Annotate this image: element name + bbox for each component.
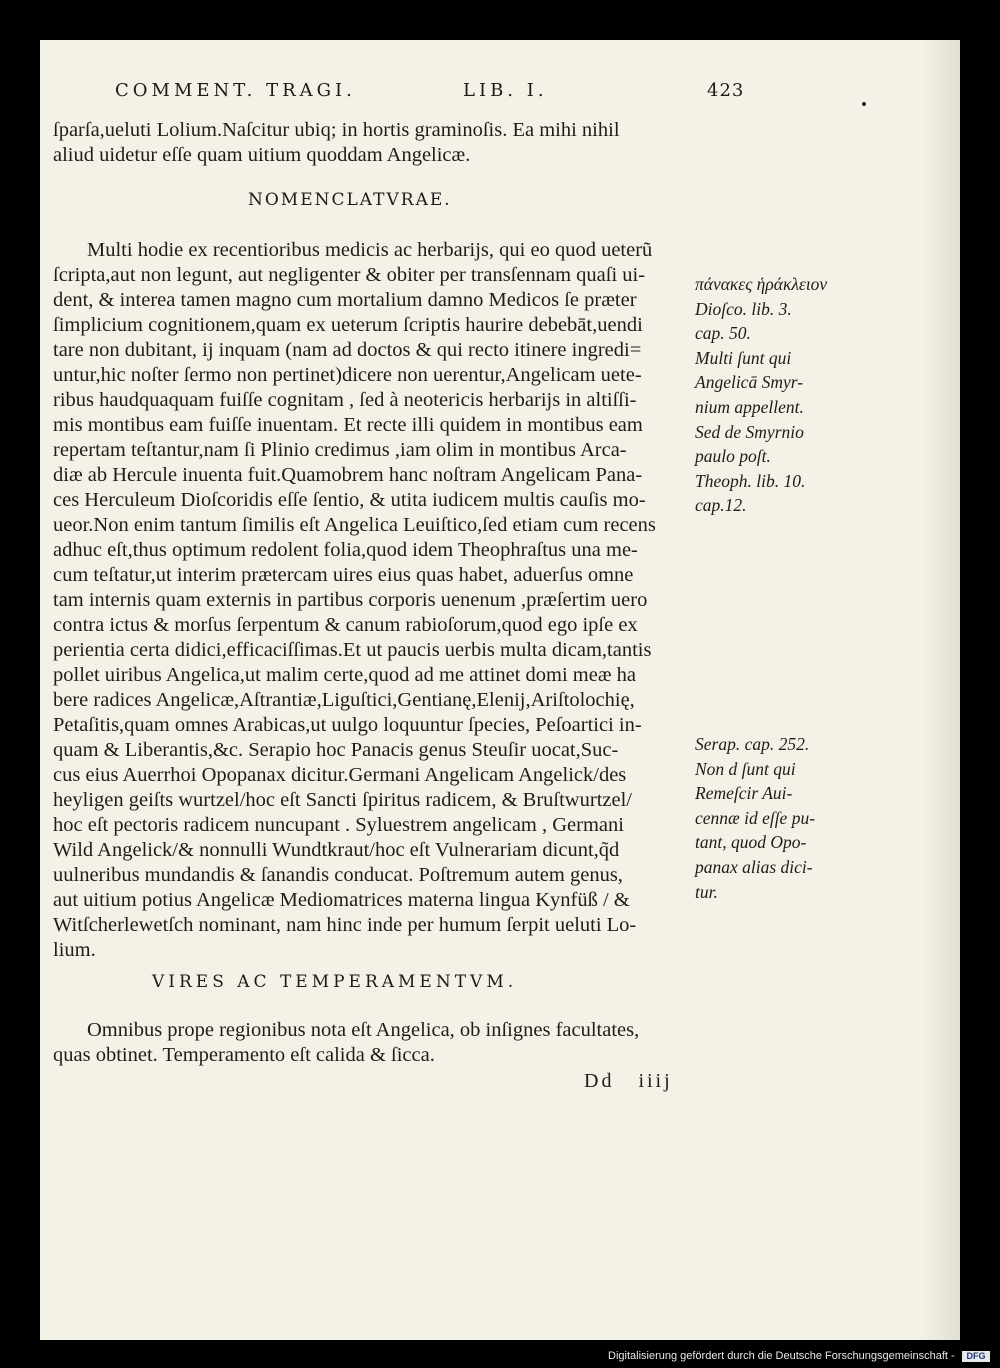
text-line: cus eius Auerrhoi Opopanax dicitur.Germani Angelicam Angelick/des (53, 764, 627, 786)
margin-note-line: paulo poſt. (695, 446, 771, 467)
margin-note-line: tant, quod Opo- (695, 832, 807, 853)
margin-note-line: Serap. cap. 252. (695, 734, 810, 754)
text-line: quas obtinet. Temperamento eſt calida & ſicca. (53, 1044, 435, 1066)
margin-note-line: Dioſco. lib. 3. (695, 298, 792, 319)
margin-note-line: Non d ſunt qui (695, 758, 796, 779)
text-line: uulneribus mundandis & ſanandis conducat. Poſtremum autem genus, (53, 864, 623, 886)
text-line: diæ ab Hercule inuenta fuit.Quamobrem hanc noſtram Angelicam Pana- (53, 464, 643, 486)
text-line: perientia certa didici,efficaciſſimas.Et ut paucis uerbis multa dicam,tantis (53, 639, 652, 661)
running-header (115, 80, 835, 110)
marginal-notes-bottom (695, 732, 815, 904)
margin-note-line: πάνακες ἡράκλειον (695, 274, 828, 294)
margin-note-line: tur. (695, 881, 718, 902)
text-line: hoc eſt pectoris radicem nuncupant . Syluestrem angelicam , Germani (53, 814, 624, 836)
margin-note-line: Remeſcir Aui- (695, 783, 793, 804)
margin-dot (862, 102, 866, 106)
text-line: adhuc eſt,thus optimum redolent folia,quod idem Theophraſtus una me- (53, 539, 638, 561)
text-line: Petaſitis,quam omnes Arabicas,ut uulgo loquuntur ſpecies, Peſoartici in- (53, 714, 642, 736)
text-line: Wild Angelick/& nonnulli Wundtkraut/hoc eſt Vulnerariam dicunt,q̃d (53, 839, 620, 861)
text-line: aliud uidetur eſſe quam uitium quoddam Angelicæ. (53, 144, 471, 166)
running-title: COMMENT. TRAGI. (115, 80, 356, 101)
text-line: tam internis quam externis in partibus corporis uenenum ,præſertim uero (53, 589, 648, 611)
text-line: ueor.Non enim tantum ſimilis eſt Angelica Leuiſtico,ſed etiam cum recens (53, 514, 656, 536)
margin-note-line: Sed de Smyrnio (695, 421, 804, 442)
text-line: cum teſtatur,ut interim prætercam uires eius quas habet, aduerſus omne (53, 564, 634, 586)
paragraph-virtues (53, 1018, 715, 1068)
text-line: quam & Liberantis,&c. Serapio hoc Panacis genus Steuſir uocat,Suc- (53, 739, 619, 761)
margin-note-line: panax alias dici- (695, 856, 813, 877)
text-line: ces Herculeum Dioſcoridis eſſe ſentio, & utita iudicem multis cauſis mo- (53, 489, 646, 511)
section-heading-nomenclature: NOMENCLATVRAE. (248, 190, 452, 210)
text-line: mis montibus eam fuiſſe inuentam. Et recte illi quidem in montibus eam (53, 414, 643, 436)
text-line: ſparſa,ueluti Lolium.Naſcitur ubiq; in hortis graminoſis. Ea mihi nihil (53, 119, 620, 141)
text-line: repertam teſtantur,nam ſi Plinio credimus ,iam olim in montibus Arca- (53, 439, 627, 461)
book-page (40, 40, 960, 1340)
text-line: dent, & interea tamen magno cum mortalium damno Medicos ſe præter (53, 289, 637, 311)
margin-note-line: Theoph. lib. 10. (695, 470, 806, 491)
text-line: Multi hodie ex recentioribus medicis ac herbarijs, qui eo quod ueterũ (87, 239, 653, 261)
book-number: LIB. I. (463, 80, 548, 101)
text-line: heyligen geiſts wurtzel/hoc eſt Sancti ſpiritus radicem, & Bruſtwurtzel/ (53, 789, 632, 811)
text-line: pollet uiribus Angelica,ut malim certe,quod ad me attinet domi meæ ha (53, 664, 636, 686)
text-line: untur,hic noſter ſermo non pertinet)dicere non uerentur,Angelicam uete- (53, 364, 642, 386)
marginal-notes-top (695, 272, 827, 518)
margin-note-line: cennæ id eſſe pu- (695, 807, 816, 828)
margin-note-line: cap. 50. (695, 323, 751, 344)
page-number: 423 (707, 80, 745, 101)
text-line: contra ictus & morſus ſerpentum & canum rabioſorum,quod ego ipſe ex (53, 614, 638, 636)
text-line: lium. (53, 939, 96, 961)
margin-note-line: cap.12. (695, 495, 747, 516)
margin-note-line: Angelicā Smyr- (695, 372, 804, 393)
margin-note-line: Multi ſunt qui (695, 347, 792, 368)
footer-credit: Digitalisierung gefördert durch die Deutsche Forschungsgemeinschaft - (608, 1350, 955, 1362)
paragraph-continuation (53, 118, 715, 168)
text-line: Omnibus prope regionibus nota eſt Angelica, ob inſignes facultates, (87, 1019, 640, 1041)
paragraph-nomenclature (53, 238, 715, 963)
text-line: tare non dubitant, ij inquam (nam ad doctos & qui recto itinere ingredi= (53, 339, 642, 361)
dfg-logo: DFG (962, 1351, 990, 1362)
signature-mark: Dd iiij (584, 1070, 673, 1092)
text-line: Witſcherlewetſch nominant, nam hinc inde per humum ſerpit ueluti Lo- (53, 914, 637, 936)
text-line: bere radices Angelicæ,Aſtrantiæ,Liguſtici,Gentianę,Elenij,Ariſtolochię, (53, 689, 635, 711)
text-line: ſcripta,aut non legunt, aut negligenter & obiter per transſennam quaſi ui- (53, 264, 646, 286)
text-line: ribus haudquaquam fuiſſe cognitam , ſed à neotericis herbarijs in altiſſi- (53, 389, 637, 411)
section-heading-virtues: VIRES AC TEMPERAMENTVM. (152, 972, 518, 992)
margin-note-line: nium appellent. (695, 396, 804, 417)
text-line: aut uitium potius Angelicæ Mediomatrices materna lingua Kynfüß / & (53, 889, 630, 911)
text-line: ſimplicium cognitionem,quam ex ueterum ſcriptis haurire debebāt,uendi (53, 314, 643, 336)
